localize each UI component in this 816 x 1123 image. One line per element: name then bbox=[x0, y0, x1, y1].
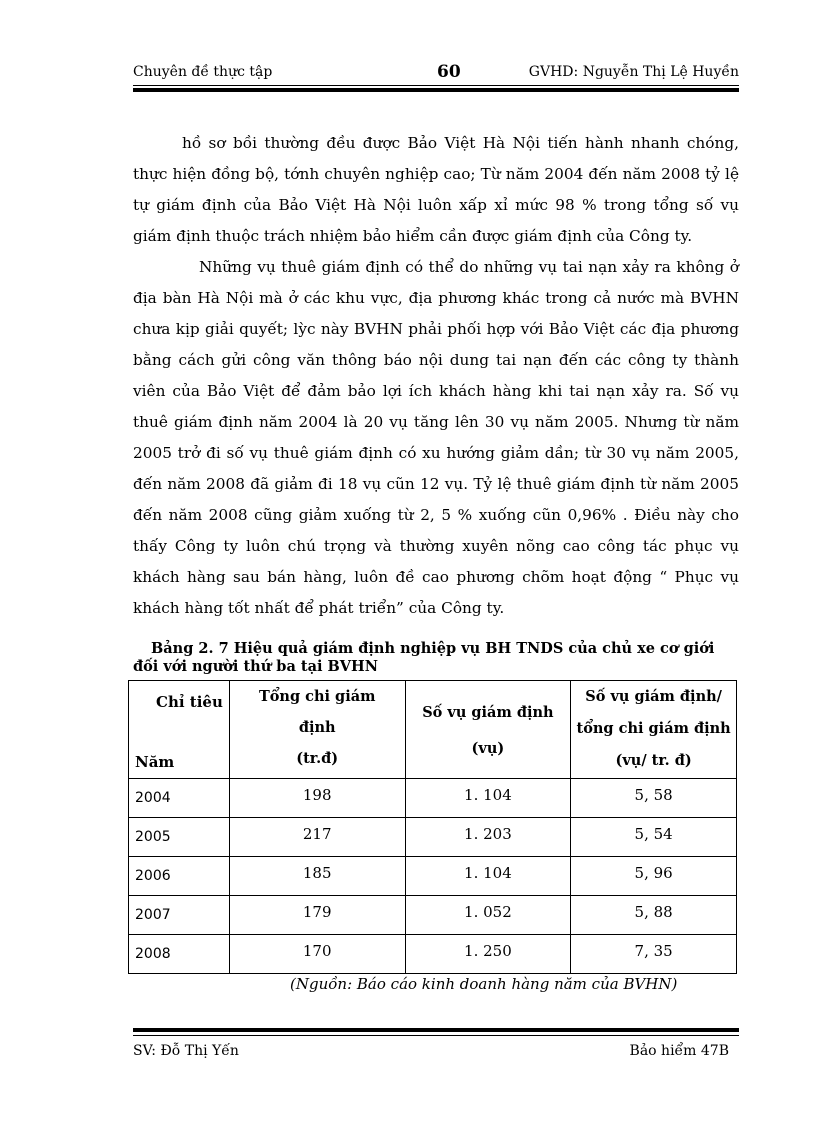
cases-cell: 1. 104 bbox=[405, 857, 571, 896]
header-ratio: Số vụ giám định/ tổng chi giám định (vụ/ tr. đ) bbox=[571, 681, 737, 779]
header-left: Chuyên đề thực tập bbox=[133, 64, 273, 80]
header-rule-thin bbox=[133, 85, 739, 86]
header-right: GVHD: Nguyễn Thị Lệ Huyền bbox=[528, 64, 739, 80]
footer-class: Bảo hiểm 47B bbox=[629, 1043, 729, 1059]
footer-rule-thin bbox=[133, 1035, 739, 1036]
year-cell: 2004 bbox=[129, 779, 230, 818]
cases-cell: 1. 052 bbox=[405, 896, 571, 935]
table-caption bbox=[133, 640, 739, 676]
year-cell: 2005 bbox=[129, 818, 230, 857]
paragraph-1: hồ sơ bồi thường đều được Bảo Việt Hà Nội tiến hành nhanh chóng, thực hiện đồng bộ, tớnh chuyên nghiệp cao; Từ năm 2004 đến năm 2008 tỷ lệ tự giám định của Bảo Việt Hà Nội luôn xấp xỉ mức 98 % trong tổng số vụ giám định thuộc trách nhiệm bảo hiểm cần được giám định của Công ty. bbox=[133, 134, 739, 245]
ratio-cell: 5, 96 bbox=[571, 857, 737, 896]
cost-cell: 179 bbox=[229, 896, 405, 935]
paragraph-2: Những vụ thuê giám định có thể do những vụ tai nạn xảy ra không ở địa bàn Hà Nội mà ở các khu vực, địa phương khác trong cả nước mà BVHN chưa kịp giải quyết; lỳc này BVHN phải phối hợp với Bảo Việt các địa phương bằng cách gửi công văn thông báo nội dung tai nạn đến các công ty thành viên của Bảo Việt để đảm bảo lợi ích khách hàng khi tai nạn xảy ra. Số vụ thuê giám định năm 2004 là 20 vụ tăng lên 30 vụ năm 2005. Nhưng từ năm 2005 trở đi số vụ thuê giám định có xu hướng giảm dần; từ 30 vụ năm 2005, đến năm 2008 đã giảm đi 18 vụ cũn 12 vụ. Tỷ lệ thuê giám định từ năm 2005 đến năm 2008 cũng giảm xuống từ 2, 5 % xuống cũn 0,96% . Điều này cho thấy Công ty luôn chú trọng và thường xuyên nõng cao công tác phục vụ khách hàng sau bán hàng, luôn đề cao phương chõm hoạt động “ Phục vụ khách hàng tốt nhất để phát triển” của Công ty. bbox=[133, 258, 739, 617]
table-source-note: (Nguồn: Báo cáo kinh doanh hàng năm của BVHN) bbox=[290, 975, 678, 993]
table-row bbox=[129, 857, 737, 896]
corner-cell bbox=[129, 681, 230, 779]
ratio-cell: 5, 58 bbox=[571, 779, 737, 818]
cost-cell: 185 bbox=[229, 857, 405, 896]
caption-line-1: Bảng 2. 7 Hiệu quả giám định nghiệp vụ BH TNDS của chủ xe cơ giới bbox=[151, 640, 715, 657]
year-cell: 2007 bbox=[129, 896, 230, 935]
header-rule-thick bbox=[133, 88, 739, 92]
table-row bbox=[129, 818, 737, 857]
cases-cell: 1. 203 bbox=[405, 818, 571, 857]
header-total-cost: Tổng chi giám định (tr.đ) bbox=[229, 681, 405, 779]
inspection-table bbox=[128, 680, 737, 974]
table-row bbox=[129, 779, 737, 818]
footer-student: SV: Đỗ Thị Yến bbox=[133, 1043, 239, 1059]
caption-line-2: đối với người thứ ba tại BVHN bbox=[133, 658, 378, 675]
body-text bbox=[133, 128, 739, 624]
year-cell: 2008 bbox=[129, 935, 230, 974]
table-header-row bbox=[129, 681, 737, 779]
header-case-count: Số vụ giám định (vụ) bbox=[405, 681, 571, 779]
ratio-cell: 5, 54 bbox=[571, 818, 737, 857]
corner-indicator-label: Chỉ tiêu bbox=[156, 693, 223, 711]
cost-cell: 217 bbox=[229, 818, 405, 857]
ratio-cell: 5, 88 bbox=[571, 896, 737, 935]
cost-cell: 198 bbox=[229, 779, 405, 818]
page-number: 60 bbox=[437, 62, 461, 82]
cases-cell: 1. 250 bbox=[405, 935, 571, 974]
footer-rule-thick bbox=[133, 1028, 739, 1032]
ratio-cell: 7, 35 bbox=[571, 935, 737, 974]
cases-cell: 1. 104 bbox=[405, 779, 571, 818]
page-header bbox=[133, 64, 739, 90]
table-row bbox=[129, 935, 737, 974]
corner-year-label: Năm bbox=[135, 753, 175, 771]
cost-cell: 170 bbox=[229, 935, 405, 974]
table-row bbox=[129, 896, 737, 935]
year-cell: 2006 bbox=[129, 857, 230, 896]
